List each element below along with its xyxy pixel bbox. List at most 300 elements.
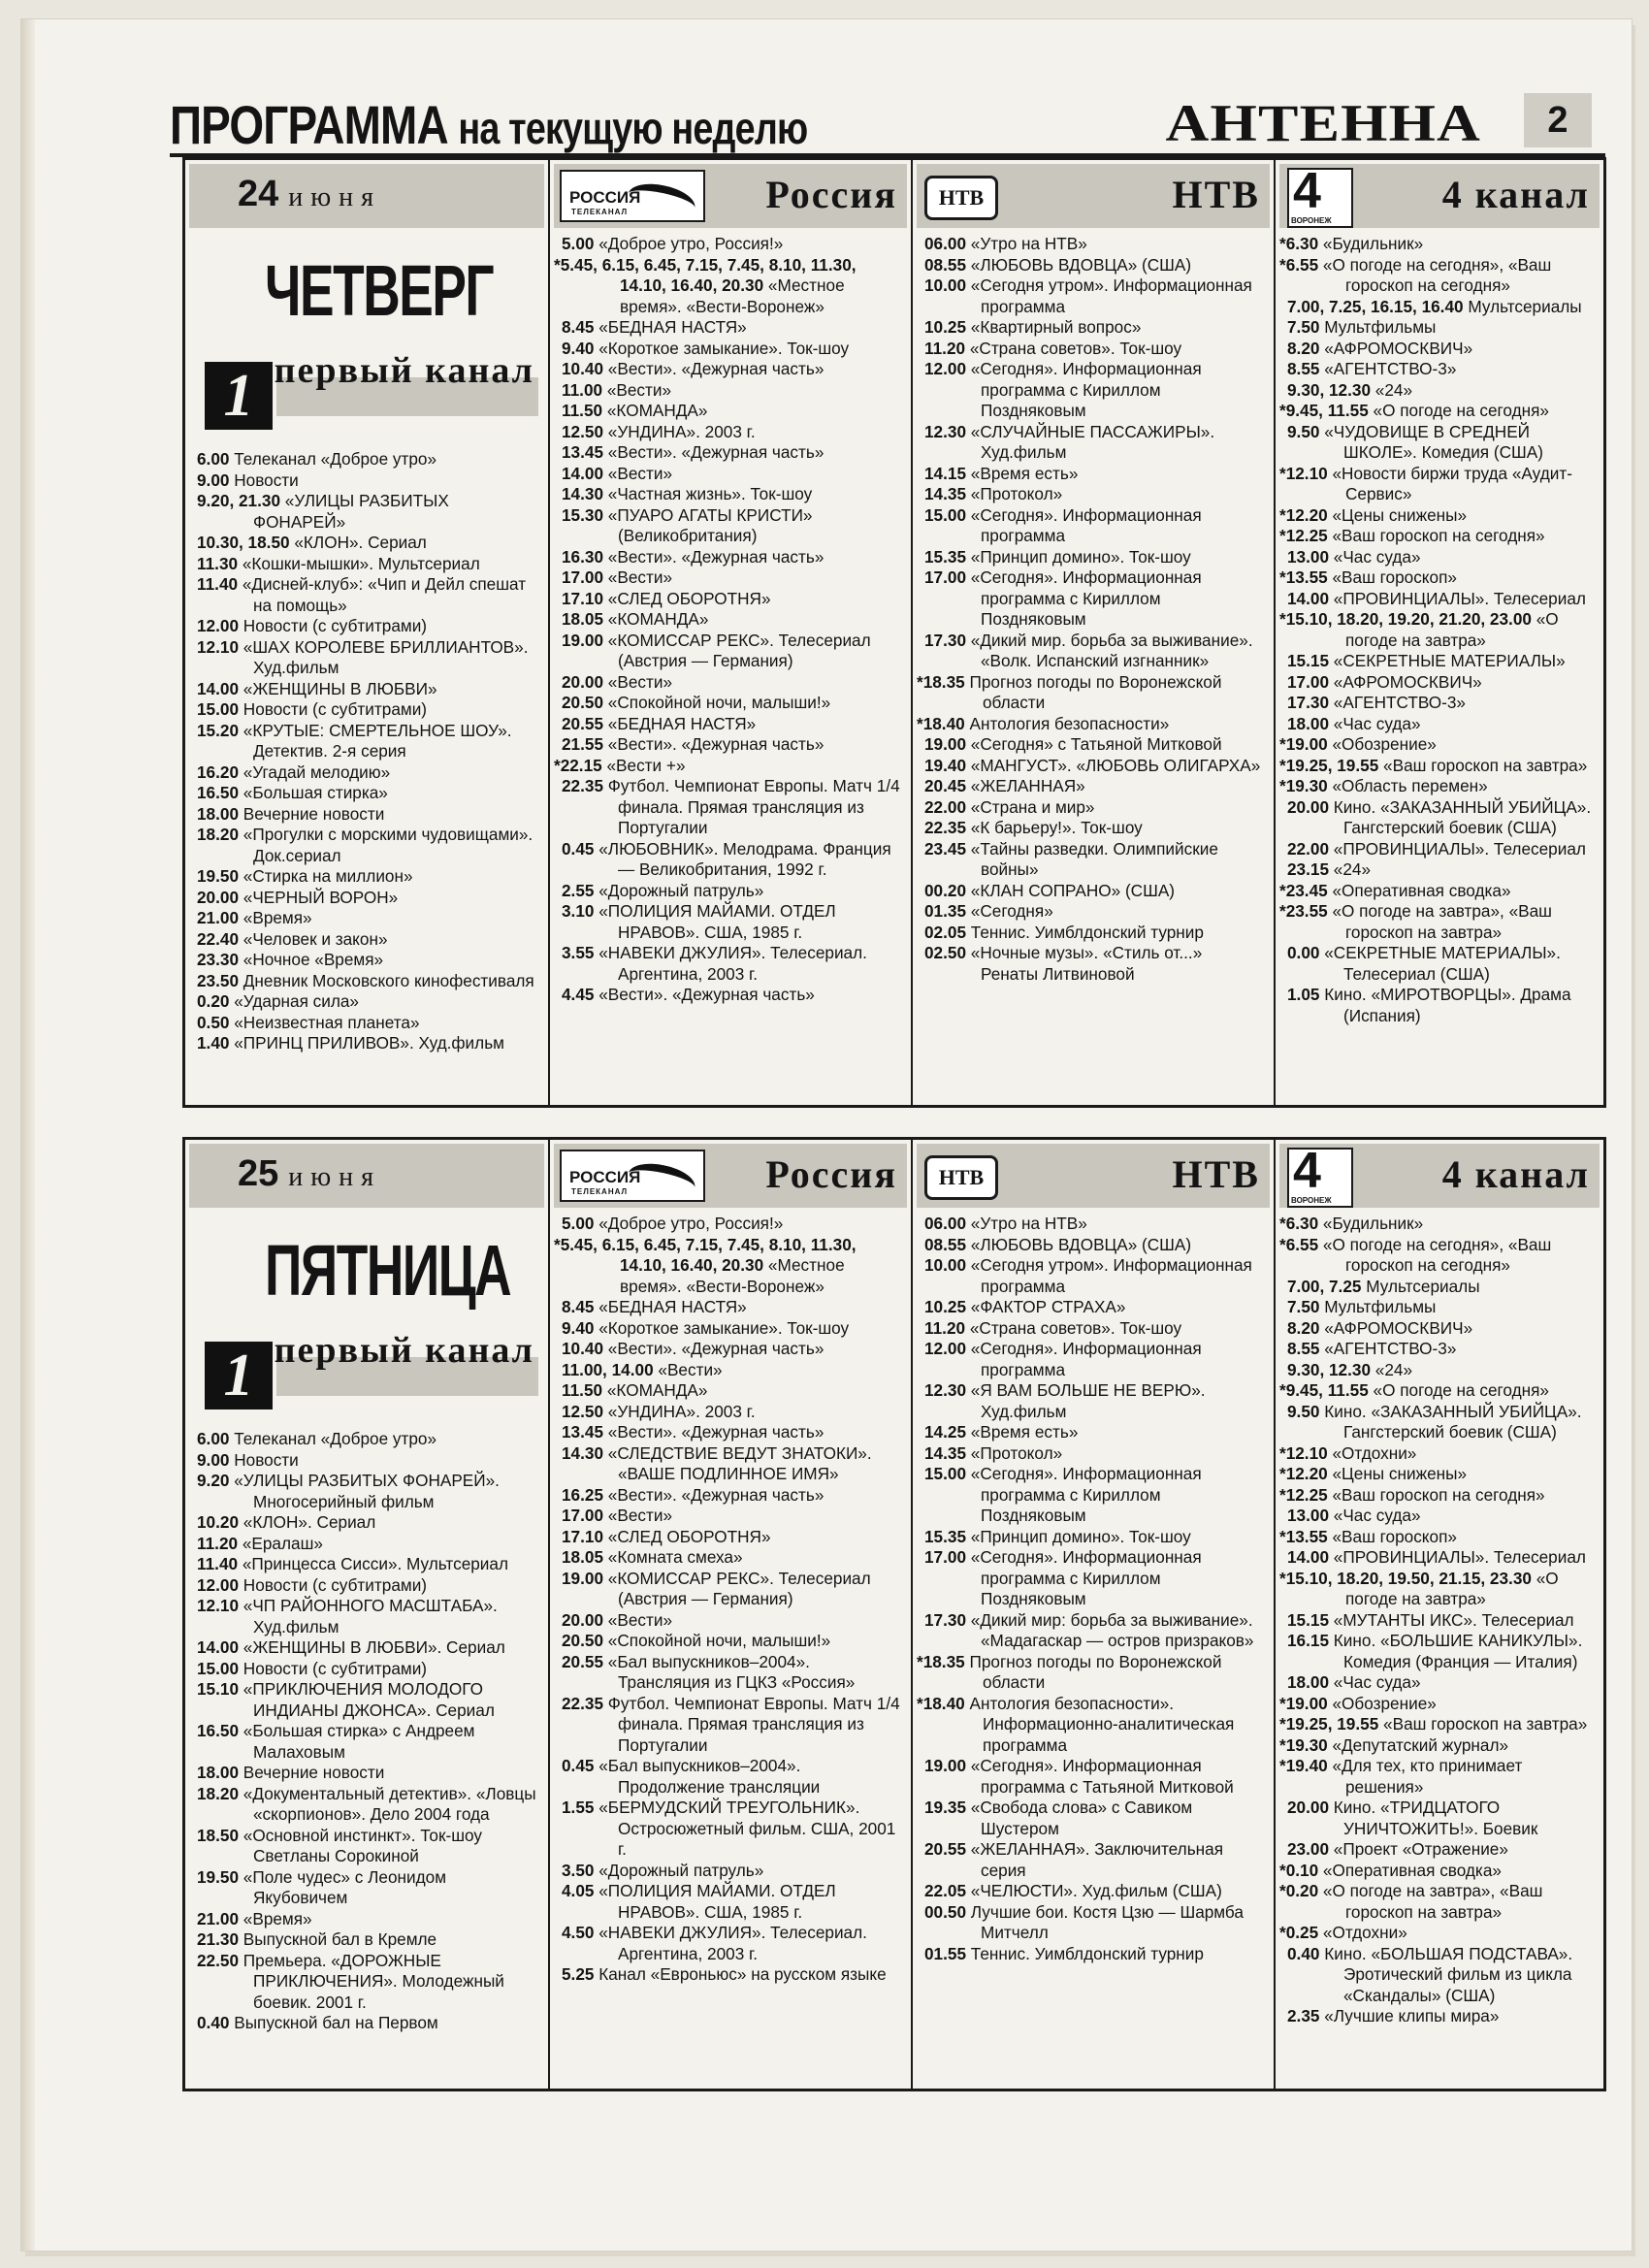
program-time: 14.00 [1287,588,1330,608]
date-header [189,1144,544,1208]
program-title: «Ночное «Время» [242,950,384,969]
program-entry [197,574,538,616]
program-time: 19.50 [197,1866,240,1887]
program-title: Мультфильмы [1324,1297,1437,1316]
program-entry [924,1214,1264,1235]
channel-name: первый канал [274,1330,534,1371]
program-title: «Протокол» [970,1442,1063,1463]
program-title: «ЧЕРНЫЙ ВОРОН» [242,887,399,907]
program-entry [562,1360,901,1381]
program-title: «Оперативная сводка» [1332,880,1511,900]
program-title: «Час суда» [1333,546,1421,567]
program-entry [1287,1547,1594,1569]
program-title: «Вести». «Дежурная часть» [607,1422,824,1442]
program-title: «Сегодня». Информационная программа с Кириллом Поздняковым [970,1547,1202,1608]
date-day: 24 [238,174,279,214]
program-time: *9.45, 11.55 [1279,401,1369,420]
program-time: 16.30 [562,546,604,567]
program-time: *6.55 [1279,1234,1319,1254]
program-time: 0.40 [1287,1943,1320,1963]
program-entry [1287,589,1594,610]
program-entry [562,1527,901,1548]
program-entry [924,818,1264,839]
program-entry [924,901,1264,923]
program-entry [197,616,538,637]
program-entry [562,1443,901,1485]
program-time: 01.35 [924,901,967,921]
russia-logo-text: РОССИЯ [569,188,641,207]
program-entry [1287,714,1594,735]
russia-logo-text: РОССИЯ [569,1168,641,1186]
program-title: «О погоде на сегодня» [1373,1380,1549,1400]
program-title: «О погоде на завтра» [1345,609,1559,650]
program-entry [1287,380,1594,402]
program-entry [197,908,538,929]
program-time: 11.00, 14.00 [562,1359,654,1379]
program-entry [1279,1714,1594,1735]
program-title: Выпускной бал на Первом [234,2013,438,2032]
program-entry [562,567,901,589]
program-title: Новости (с субтитрами) [242,1658,428,1678]
program-entry [562,1214,901,1235]
program-time: *23.55 [1279,901,1328,921]
program-title: Вечерние новости [242,1763,385,1782]
channel-name: 4 канал [1441,1152,1590,1196]
program-title: «Обозрение» [1332,734,1437,754]
program-title: «Вести». «Дежурная часть» [598,985,815,1004]
program-title: «Проект «Отражение» [1333,1839,1508,1859]
program-entry [924,797,1264,819]
program-entry [924,1255,1264,1297]
program-time: 14.30 [562,484,604,503]
program-entry [924,1339,1264,1380]
russia-logo-sub: ТЕЛЕКАНАЛ [571,1187,629,1196]
program-title: «УНДИНА». 2003 г. [607,1401,756,1421]
program-entry [562,401,901,422]
program-title: Телеканал «Доброе утро» [234,449,437,469]
program-time: 12.50 [562,1401,604,1421]
channel-column [550,160,913,1105]
program-title: «Основной инстинкт». Ток-шоу Светланы Сорокиной [242,1825,482,1865]
program-time: 11.40 [197,1554,239,1573]
program-title: Теннис. Уимблдонский турнир [970,922,1204,942]
program-entry [562,631,901,672]
program-title: «Ваш гороскоп на завтра» [1383,1714,1588,1733]
program-entry [562,1485,901,1507]
program-title: «Свобода слова» с Савиком Шустером [970,1798,1193,1838]
program-entry [562,464,901,485]
program-entry [1279,734,1594,756]
program-entry [917,671,1264,714]
program-entry [197,679,538,700]
program-entry [1279,755,1594,777]
program-title: «Страна советов». Ток-шоу [969,338,1182,358]
program-title: «Сегодня». Информационная программа с Татьяной Митковой [970,1756,1234,1797]
program-title: «Ваш гороскоп на сегодня» [1332,526,1545,545]
program-entry [1279,526,1594,547]
program-time: *6.55 [1279,254,1319,275]
program-title: «Час суда» [1333,1672,1421,1692]
program-title: «СЛЕД ОБОРОТНЯ» [607,588,771,608]
program-time: 12.00 [197,616,240,635]
program-time: *15.10, 18.20, 19.50, 21.15, 23.30 [1279,1568,1532,1588]
program-time: 2.35 [1287,2006,1320,2025]
newspaper-brand: АНТЕННА [1165,94,1481,152]
program-title: «Новости биржи труда «Аудит-Сервис» [1332,463,1572,503]
program-title: «Сегодня». Информационная программа [970,1339,1202,1379]
program-title: «Вести» [607,567,673,587]
program-time: *19.25, 19.55 [1279,755,1379,775]
program-entry [197,929,538,951]
program-time: *19.30 [1279,1734,1328,1755]
program-title: «ЧУДОВИЩЕ В СРЕДНЕЙ ШКОЛЕ». Комедия (США) [1324,421,1543,462]
program-entry [197,721,538,762]
program-entry [1279,1734,1594,1757]
program-time: 15.00 [924,504,967,525]
program-title: «Дикий мир. борьба за выживание». «Волк. Испанский изгнанник» [970,630,1253,670]
program-entry [924,1297,1264,1318]
program-entry [924,359,1264,422]
program-time: 20.00 [1287,1798,1330,1817]
program-time: 18.50 [197,1825,240,1845]
program-title: «СЕКРЕТНЫЕ МАТЕРИАЛЫ». Телесериал (США) [1324,943,1561,984]
program-time: 9.00 [197,1449,230,1470]
program-time: *19.00 [1279,734,1328,754]
program-time: 8.20 [1287,338,1320,358]
program-time: *19.40 [1279,1756,1328,1775]
program-time: 17.00 [1287,671,1330,692]
program-time: 20.00 [562,671,604,692]
program-time: 02.50 [924,943,967,962]
program-entry [1287,2006,1594,2027]
program-time: 17.10 [562,1526,604,1546]
program-title: «Вести» [658,1359,723,1379]
program-time: 19.00 [562,630,604,650]
program-entry [197,1763,538,1784]
program-time: *12.25 [1279,526,1328,545]
program-time: 21.00 [197,1908,240,1928]
program-title: «ШАХ КОРОЛЕВЕ БРИЛЛИАНТОВ». Худ.фильм [242,636,529,677]
russia-logo-icon [560,170,705,222]
program-title: «Принцесса Сисси». Мультсериал [242,1554,508,1573]
program-entry [1287,547,1594,568]
program-title: «Доброе утро, Россия!» [598,1214,784,1233]
program-time: *5.45, 6.15, 6.45, 7.15, 7.45, 8.10, 11.30, 14.10, 16.40, 20.30 [554,254,857,295]
program-time: 17.30 [924,1609,967,1630]
program-entry [197,1575,538,1597]
program-entry [924,464,1264,485]
program-time: 10.20 [197,1512,240,1532]
program-entry [197,1554,538,1575]
program-entry [562,1756,901,1798]
program-entry [1279,1693,1594,1715]
program-time: 4.50 [562,1923,595,1942]
program-time: 16.25 [562,1484,604,1505]
swoosh-icon [625,1158,697,1203]
channel-four-logo-sub: ВОРОНЕЖ [1291,216,1332,225]
program-entry [562,1923,901,1964]
program-entry [197,637,538,679]
program-title: «Ударная сила» [234,991,359,1011]
program-entry [562,317,901,339]
program-entry [1287,339,1594,360]
program-entry [562,1861,901,1882]
program-time: 08.55 [924,1234,967,1254]
program-time: 9.50 [1287,1401,1320,1421]
program-entry [924,234,1264,255]
program-title: Антология безопасности». Информационно-аналитическая программа [969,1693,1235,1755]
date-day: 25 [238,1153,279,1194]
ntv-logo-icon: НТВ [924,176,998,220]
program-title: Новости (с субтитрами) [242,616,428,635]
channel-column [550,1140,913,2089]
program-time: 1.05 [1287,985,1320,1004]
program-title: «Дорожный патруль» [598,880,764,900]
program-entry [924,756,1264,777]
program-title: «СЕКРЕТНЫЕ МАТЕРИАЛЫ» [1333,651,1566,670]
program-time: 5.00 [562,1214,595,1233]
channel-header [554,164,907,228]
program-title: «Вести» [606,379,672,400]
program-entry [924,547,1264,568]
program-title: «УНДИНА». 2003 г. [607,421,756,441]
program-entry [197,1596,538,1637]
program-title: «СЛЕДСТВИЕ ВЕДУТ ЗНАТОКИ». «ВАШЕ ПОДЛИННОЕ ИМЯ» [607,1442,872,1483]
program-time: 17.00 [562,567,604,587]
program-title: «Сегодня». Информационная программа [970,504,1202,545]
program-title: «Я ВАМ БОЛЬШЕ НЕ ВЕРЮ». Худ.фильм [970,1380,1206,1421]
program-title: Кино. «ТРИДЦАТОГО УНИЧТОЖИТЬ!». Боевик [1333,1798,1538,1838]
program-list [1279,234,1594,1026]
program-entry [924,1798,1264,1839]
program-time: 14.00 [197,678,240,698]
program-entry [924,1380,1264,1422]
channel-column [1276,160,1603,1105]
program-title: «Сегодня утром». Информационная программа [970,275,1252,316]
program-title: «Ночные музы». «Стиль от...» Ренаты Литвиновой [970,943,1203,984]
program-title: «ЧЕЛЮСТИ». Худ.фильм (США) [970,1881,1222,1900]
program-entry [197,1826,538,1867]
program-entry [1279,1526,1594,1548]
program-time: 22.35 [562,776,604,795]
program-time: 9.30, 12.30 [1287,1359,1372,1379]
program-title: «Прогулки с морскими чудовищами». Док.сериал [242,825,534,865]
program-entry [197,804,538,826]
program-time: 12.10 [197,1596,240,1615]
program-time: 13.00 [1287,546,1330,567]
program-time: 9.20, 21.30 [197,491,281,510]
program-time: 20.45 [924,776,967,795]
program-time: 10.30, 18.50 [197,533,290,552]
program-title: Кино. «ЗАКАЗАННЫЙ УБИЙЦА». Гангстерский боевик (США) [1324,1401,1582,1442]
program-entry [1287,1631,1594,1672]
program-entry [1287,651,1594,672]
program-entry [924,1902,1264,1944]
program-entry [1287,797,1594,839]
program-title: Кино. «БОЛЬШАЯ ПОДСТАВА». Эротический фильм из цикла «Скандалы» (США) [1324,1943,1573,2005]
program-title: «КРУТЫЕ: СМЕРТЕЛЬНОЕ ШОУ». Детектив. 2-я серия [242,720,512,761]
program-time: 9.20 [197,1471,230,1490]
program-time: 20.00 [562,1609,604,1630]
program-title: «Вести +» [606,755,686,775]
program-entry [924,1422,1264,1443]
program-entry [197,783,538,804]
program-title: Мультсериалы [1468,296,1582,316]
program-title: «Спокойной ночи, малыши!» [607,693,831,712]
program-time: *0.10 [1279,1860,1319,1880]
program-title: «ЖЕЛАННАЯ». Заключительная серия [970,1839,1224,1880]
program-time: 7.50 [1287,317,1320,337]
program-title: «Вести». «Дежурная часть» [607,734,824,754]
program-time: 11.20 [197,1533,239,1553]
program-time: 17.30 [924,630,967,650]
program-entry [1279,234,1594,255]
program-entry [197,533,538,554]
program-time: 17.10 [562,588,604,608]
day-block-friday [182,1137,1606,2091]
program-title: Кино. «МИРОТВОРЦЫ». Драма (Испания) [1324,985,1571,1025]
program-entry [197,2013,538,2034]
program-entry [562,1694,901,1757]
program-time: 18.00 [1287,1672,1330,1692]
program-title: Мультфильмы [1324,317,1437,337]
program-entry [1279,1380,1594,1402]
program-title: Прогноз погоды по Воронежской области [969,671,1222,712]
program-title: Кино. «БОЛЬШИЕ КАНИКУЛЫ». Комедия (Франция — Италия) [1333,1631,1583,1671]
program-title: Футбол. Чемпионат Европы. Матч 1/4 финала. Прямая трансляция из Португалии [607,1693,900,1755]
program-title: «Поле чудес» с Леонидом Якубовичем [242,1866,447,1907]
program-time: *18.40 [917,1693,965,1713]
program-title: «НАВЕКИ ДЖУЛИЯ». Телесериал. Аргентина, 2003 г. [598,1923,867,1963]
program-title: «К барьеру!». Ток-шоу [970,818,1143,837]
program-title: «ПРИКЛЮЧЕНИЯ МОЛОДОГО ИНДИАНЫ ДЖОНСА». Сериал [242,1679,495,1720]
program-title: «Стирка на миллион» [242,866,413,886]
program-title: «КОМИССАР РЕКС». Телесериал (Австрия — Германия) [607,630,871,670]
program-title: «Вести». «Дежурная часть» [607,442,824,462]
program-entry [562,1380,901,1402]
program-entry [1279,1568,1594,1610]
program-time: 20.50 [562,1631,604,1650]
date-header [189,164,544,228]
channel-column [1276,1140,1603,2089]
program-time: 3.50 [562,1860,595,1880]
program-title: «КОМИССАР РЕКС». Телесериал (Австрия — Германия) [607,1568,871,1608]
program-entry [1279,1442,1594,1465]
program-time: 1.55 [562,1798,595,1817]
program-time: 18.20 [197,825,240,844]
program-title: «Страна и мир» [970,796,1095,817]
program-entry [554,1234,901,1298]
program-time: *0.20 [1279,1881,1319,1900]
program-entry [1287,422,1594,464]
program-time: 18.05 [562,1547,604,1567]
program-entry [1287,317,1594,339]
program-time: 11.50 [562,401,603,420]
program-title: «АФРОМОСКВИЧ» [1324,338,1473,358]
program-time: 20.55 [562,713,604,733]
program-entry [554,755,901,777]
program-time: 20.00 [1287,796,1330,817]
program-time: 14.25 [924,1422,967,1442]
program-title: «АФРОМОСКВИЧ» [1333,671,1482,692]
program-entry [562,1402,901,1423]
program-time: 10.40 [562,1339,604,1358]
program-entry [197,825,538,866]
program-title: Футбол. Чемпионат Европы. Матч 1/4 финала. Прямая трансляция из Португалии [607,776,900,837]
program-time: 15.00 [197,699,240,719]
program-entry [924,1839,1264,1881]
program-entry [562,943,901,985]
program-entry [917,713,1264,735]
program-title: «Час суда» [1333,713,1421,733]
channel-header [1279,164,1600,228]
program-title: «ПОЛИЦИЯ МАЙАМИ. ОТДЕЛ НРАВОВ». США, 1985 г. [598,901,836,942]
program-time: 18.20 [197,1783,240,1803]
masthead-title-small: на текущую неделю [458,103,808,153]
program-entry [1287,1318,1594,1340]
program-title: «О погоде на сегодня», «Ваш гороскоп на сегодня» [1322,1234,1552,1275]
program-time: 18.05 [562,609,604,629]
program-title: «Квартирный вопрос» [970,317,1142,337]
date-label [238,1153,381,1195]
program-time: 14.35 [924,484,967,503]
program-title: «КОМАНДА» [606,401,708,420]
program-entry [1287,1944,1594,2007]
program-title: Мультсериалы [1366,1276,1480,1296]
program-title: «Частная жизнь». Ток-шоу [607,484,813,503]
channel-header-first [197,1332,538,1421]
program-entry [1287,693,1594,714]
program-title: «КЛОН». Сериал [294,533,427,552]
program-time: 10.25 [924,317,967,337]
program-time: 19.00 [924,734,967,754]
program-time: *18.35 [917,1651,965,1671]
program-time: 22.50 [197,1950,240,1970]
program-entry [1279,776,1594,797]
program-entry [197,762,538,784]
channel-name: НТВ [1172,1152,1260,1196]
channel-name: Россия [765,1152,897,1196]
program-time: 08.55 [924,254,967,275]
program-entry [924,255,1264,276]
program-entry [1287,985,1594,1026]
program-time: 06.00 [924,1214,967,1233]
program-time: 15.35 [924,546,967,567]
program-entry [924,1527,1264,1548]
program-title: Вечерние новости [242,803,385,824]
program-time: 0.45 [562,838,595,859]
program-time: 8.55 [1287,1339,1320,1358]
program-entry [924,1944,1264,1965]
ntv-logo-icon: НТВ [924,1155,998,1200]
program-time: 23.45 [924,838,967,859]
program-time: 23.15 [1287,859,1330,879]
program-title: «Лучшие клипы мира» [1324,2006,1500,2025]
program-time: 22.05 [924,1881,967,1900]
program-entry [924,1443,1264,1465]
program-time: 10.00 [924,275,967,295]
program-time: 14.00 [1287,1547,1330,1567]
program-entry [1287,1506,1594,1527]
program-entry [562,714,901,735]
masthead-title-big: ПРОГРАММА [170,94,448,155]
program-time: 19.40 [924,755,967,775]
program-title: «УЛИЦЫ РАЗБИТЫХ ФОНАРЕЙ» [253,491,449,532]
program-time: 21.55 [562,734,604,754]
program-entry [197,888,538,909]
program-time: 18.00 [197,803,240,824]
program-time: 12.50 [562,421,604,441]
